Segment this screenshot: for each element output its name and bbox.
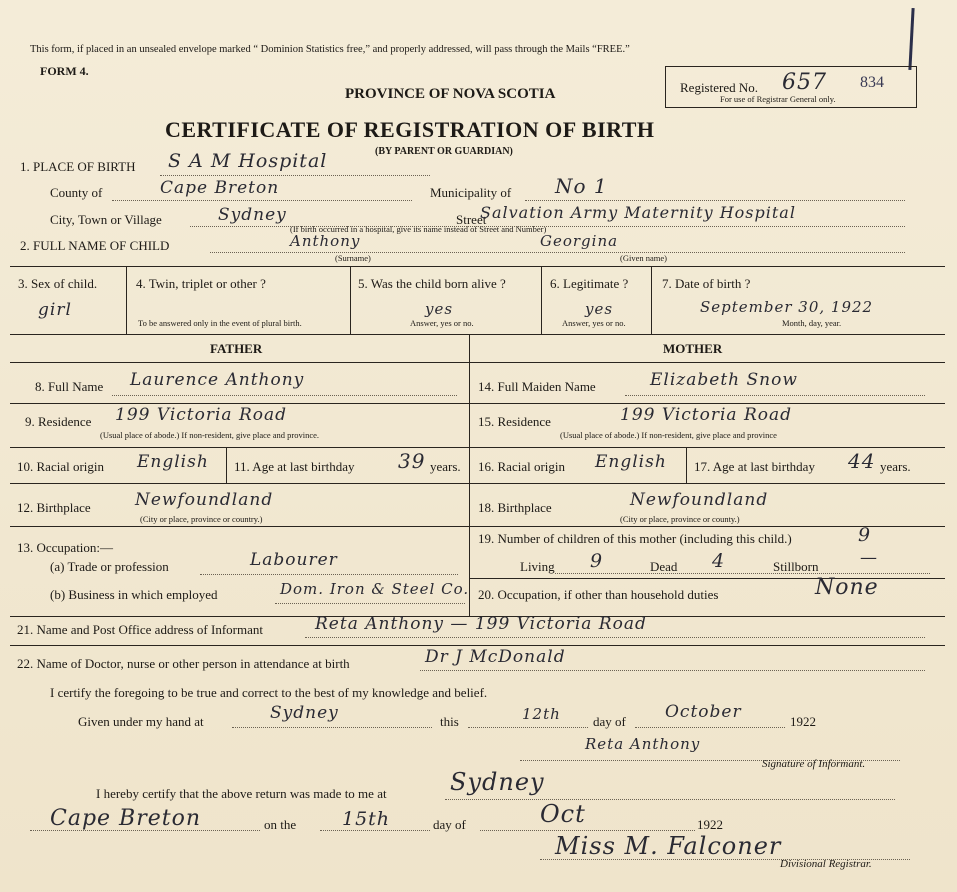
- county-value: Cape Breton: [160, 178, 280, 198]
- father-heading: FATHER: [210, 341, 263, 356]
- business-label: (b) Business in which employed: [50, 587, 218, 602]
- registrar-on-label: on the: [264, 817, 297, 832]
- given-name-caption: (Given name): [620, 253, 667, 263]
- street-label: Street: [456, 212, 487, 227]
- doctor-value: Dr J McDonald: [425, 647, 566, 667]
- children-count-label: 19. Number of children of this mother (including this child.): [478, 531, 792, 546]
- born-alive-label: 5. Was the child born alive ?: [358, 276, 506, 291]
- father-occupation-label: 13. Occupation:—: [17, 540, 114, 555]
- father-name: Laurence Anthony: [130, 370, 305, 390]
- this-label: this: [440, 714, 459, 729]
- registrar-caption: Divisional Registrar.: [780, 858, 872, 870]
- mother-occupation: None: [815, 575, 879, 600]
- father-years: years.: [430, 459, 461, 474]
- city-value: Sydney: [218, 205, 287, 225]
- mother-birthplace-label: 18. Birthplace: [478, 500, 552, 515]
- mother-heading: MOTHER: [663, 341, 723, 356]
- registrar-signature: Miss M. Falconer: [555, 832, 782, 860]
- mother-racial-origin: English: [595, 452, 667, 472]
- dead-label: Dead: [650, 559, 678, 574]
- father-residence-caption: (Usual place of abode.) If non-resident, give place and province.: [100, 430, 320, 440]
- legitimate-caption: Answer, yes or no.: [562, 318, 626, 328]
- father-birthplace: Newfoundland: [135, 490, 274, 510]
- hospital-note: (If birth occurred in a hospital, give its name instead of Street and Number): [290, 224, 547, 234]
- father-residence-label: 9. Residence: [25, 414, 92, 429]
- certify-month: October: [665, 702, 742, 722]
- father-racial-origin: English: [137, 452, 209, 472]
- children-count: 9: [858, 524, 872, 546]
- trade-value: Labourer: [250, 550, 338, 570]
- registrar-statement: I hereby certify that the above return was made to me at: [96, 786, 387, 801]
- dob-label: 7. Date of birth ?: [662, 276, 751, 291]
- child-surname: Anthony: [290, 232, 361, 250]
- certificate-title: CERTIFICATE OF REGISTRATION OF BIRTH: [165, 117, 655, 142]
- informant-signature-caption: Signature of Informant.: [762, 758, 866, 770]
- city-label: City, Town or Village: [50, 212, 162, 227]
- father-birthplace-label: 12. Birthplace: [17, 500, 91, 515]
- child-given-name: Georgina: [540, 232, 619, 250]
- mother-occupation-label: 20. Occupation, if other than household duties: [478, 587, 719, 602]
- living-label: Living: [520, 559, 555, 574]
- mother-name-label: 14. Full Maiden Name: [478, 379, 596, 394]
- certify-day: 12th: [522, 705, 561, 723]
- father-age-label: 11. Age at last birthday: [234, 459, 355, 474]
- surname-caption: (Surname): [335, 253, 371, 263]
- business-value: Dom. Iron & Steel Co.: [280, 580, 470, 598]
- registrar-place: Sydney: [450, 768, 545, 796]
- mother-residence-caption: (Usual place of abode.) If non-resident, give place and province: [560, 430, 777, 440]
- form-number: FORM 4.: [40, 64, 89, 78]
- mail-note: This form, if placed in an unsealed envelope marked “ Dominion Statistics free,” and properly addressed, will pass through the Mails “FREE.”: [30, 44, 630, 55]
- sex-value: girl: [38, 300, 72, 320]
- certificate-subtitle: (BY PARENT OR GUARDIAN): [375, 146, 513, 157]
- informant-signature: Reta Anthony: [585, 735, 701, 753]
- mother-birthplace-caption: (City or place, province or county.): [620, 514, 740, 524]
- ink-mark: [908, 8, 914, 70]
- child-name-label: 2. FULL NAME OF CHILD: [20, 238, 170, 253]
- father-racial-label: 10. Racial origin: [17, 459, 105, 474]
- registered-stamp: 834: [860, 74, 884, 91]
- place-of-birth-label: 1. PLACE OF BIRTH: [20, 159, 136, 174]
- dead-count: 4: [712, 550, 726, 572]
- dob-value: September 30, 1922: [700, 298, 874, 316]
- registrar-day-of-label: day of: [433, 817, 466, 832]
- certify-statement: I certify the foregoing to be true and correct to the best of my knowledge and belief.: [50, 685, 488, 700]
- living-count: 9: [590, 550, 604, 572]
- informant-label: 21. Name and Post Office address of Informant: [17, 622, 263, 637]
- doctor-label: 22. Name of Doctor, nurse or other person in attendance at birth: [17, 656, 350, 671]
- father-age: 39: [398, 449, 426, 473]
- mother-years: years.: [880, 459, 911, 474]
- mother-name: Elizabeth Snow: [650, 370, 798, 390]
- place-of-birth-value: S A M Hospital: [168, 150, 328, 172]
- twin-note: To be answered only in the event of plural birth.: [138, 318, 302, 328]
- dob-caption: Month, day, year.: [782, 318, 842, 328]
- sex-label: 3. Sex of child.: [18, 276, 98, 291]
- mother-age: 44: [848, 449, 876, 473]
- stillborn-label: Stillborn: [773, 559, 819, 574]
- given-under-label: Given under my hand at: [78, 714, 204, 729]
- father-birthplace-caption: (City or place, province or country.): [140, 514, 263, 524]
- mother-residence: 199 Victoria Road: [620, 405, 793, 425]
- municipality-value: No 1: [555, 174, 608, 198]
- father-residence: 199 Victoria Road: [115, 405, 288, 425]
- registrar-county: Cape Breton: [50, 806, 202, 831]
- legitimate-label: 6. Legitimate ?: [550, 276, 629, 291]
- trade-label: (a) Trade or profession: [50, 559, 169, 574]
- certify-day-of-label: day of: [593, 714, 626, 729]
- certify-year: 1922: [790, 714, 816, 729]
- registered-number: 657: [782, 70, 827, 95]
- mother-birthplace: Newfoundland: [630, 490, 769, 510]
- registrar-use-note: For use of Registrar General only.: [720, 94, 836, 104]
- born-alive-caption: Answer, yes or no.: [410, 318, 474, 328]
- street-value: Salvation Army Maternity Hospital: [480, 203, 796, 222]
- registrar-day: 15th: [342, 808, 391, 830]
- mother-residence-label: 15. Residence: [478, 414, 551, 429]
- legitimate-value: yes: [585, 300, 614, 318]
- mother-racial-label: 16. Racial origin: [478, 459, 566, 474]
- registrar-year: 1922: [697, 817, 723, 832]
- registered-label: Registered No.: [680, 80, 758, 95]
- father-name-label: 8. Full Name: [35, 379, 104, 394]
- municipality-label: Municipality of: [430, 185, 512, 200]
- given-place: Sydney: [270, 703, 339, 723]
- stillborn-count: —: [860, 548, 878, 568]
- province-heading: PROVINCE OF NOVA SCOTIA: [345, 86, 556, 102]
- born-alive-value: yes: [425, 300, 454, 318]
- informant-value: Reta Anthony — 199 Victoria Road: [315, 614, 647, 634]
- county-label: County of: [50, 185, 103, 200]
- registrar-month: Oct: [540, 800, 586, 828]
- mother-age-label: 17. Age at last birthday: [694, 459, 815, 474]
- twin-label: 4. Twin, triplet or other ?: [136, 276, 266, 291]
